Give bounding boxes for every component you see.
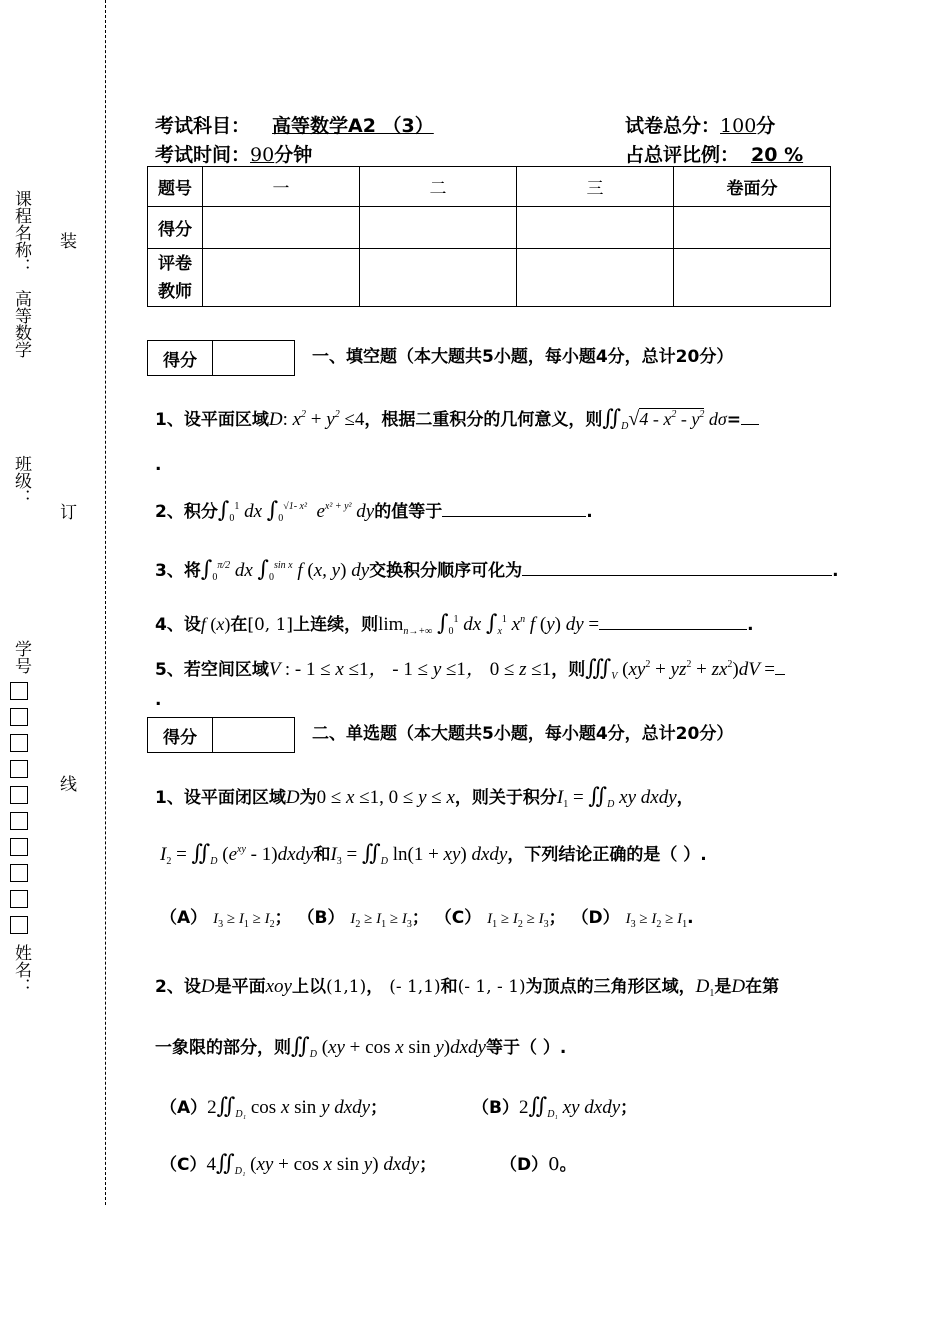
s2-q2-text3: 上以 [291, 977, 326, 997]
s1-q5: 5、若空间区域V : - 1 ≤ x ≤1， - 1 ≤ y ≤1， 0 ≤ z ≤1，则$∭_V$ $(xy^2 + yz^2 + zx^2)dV$ = [155, 654, 785, 682]
s2-q2-text4: 和 [440, 977, 458, 997]
grader-cell[interactable] [360, 249, 517, 307]
score-cell[interactable] [203, 207, 360, 249]
time-unit: 分钟 [274, 144, 313, 166]
s1-q3: 3、将$\int_0^{\pi/2}$ dx $\int_0^{sin x}$ f (x, y) dy交换积分顺序可化为 . [155, 557, 839, 583]
section2-score-box [147, 717, 295, 753]
ratio-line [625, 140, 803, 167]
header-cell: 题号 [148, 167, 203, 207]
header-cell: 卷面分 [674, 167, 831, 207]
total-label: 试卷总分： [625, 115, 721, 137]
s2-q2-option-d[interactable]: （D） [500, 1155, 549, 1175]
s1-q5-dot: . [155, 690, 162, 710]
score-cell[interactable] [360, 207, 517, 249]
student-id-digit-box[interactable] [10, 786, 28, 804]
s2-q2-text7: 在第 [745, 977, 780, 997]
binding-dashed-line [105, 0, 106, 1205]
header-cell: 一 [203, 167, 360, 207]
subject-label: 考试科目： [155, 115, 251, 137]
ratio-label: 占总评比例： [625, 144, 740, 166]
s1-q2: 2、积分$\int_0^1$ dx $\int_0^{√1- x^2}$ $e^{x^2 + y^2}$ dy的值等于 . [155, 498, 593, 524]
subject-line [155, 111, 462, 138]
s1-q4: 4、设f (x)在[0, 1]上连续，则$\lim_{n\to+\infty} \int_0^1$ dx $\int_x^1$ $x^n$ f (y) dy = . [155, 611, 754, 637]
header-cell: 二 [360, 167, 517, 207]
student-id-digit-box[interactable] [10, 838, 28, 856]
s2-q2-option-row1b: $(B)2∬_{D_1}$ xy dxdy； [472, 1094, 638, 1120]
s2-q1-text6: ，下列结论正确的是（ ）. [507, 845, 707, 865]
s1-q1-answer-blank[interactable] [741, 424, 759, 425]
class-label: 班级： [11, 455, 31, 506]
s1-q3-text: 3、将 [155, 561, 201, 581]
s2-q2-option-row1: $(A)2∬_{D_1}$ cos x sin y dxdy； [160, 1094, 388, 1120]
s2-q2-text6: 是 [714, 977, 732, 997]
student-id-boxes [10, 682, 28, 942]
total-value: 100 [720, 115, 757, 137]
s2-q1-text: 1、设平面闭区域 [155, 788, 286, 808]
row-label-score: 得分 [148, 207, 203, 249]
s2-q2-text9: 等于（ ）. [485, 1038, 567, 1058]
s1-q1: 1、设平面区域D: $x^2 + y^2 \le 4$，根据二重积分的几何意义，则$∬_D√4 - x^2 - y^2$ dσ= [155, 405, 759, 432]
s1-q5-text2: ，则 [551, 660, 586, 680]
row-label-grader [148, 249, 203, 307]
s2-q1-text4: ， [676, 788, 694, 808]
subject-value: 高等数学A2 （3） [272, 115, 434, 137]
s2-q2-option-row2b: （D）0。 [500, 1154, 577, 1175]
name-label: 姓名： [11, 944, 31, 995]
score-table [147, 166, 831, 307]
s1-q2-dot: . [586, 502, 593, 522]
s2-q1-option-d[interactable]: （D） [571, 908, 620, 928]
s1-q5-answer-blank[interactable] [775, 674, 785, 675]
header-cell: 三 [517, 167, 674, 207]
s2-q2-text: 2、设 [155, 977, 201, 997]
s1-q4-text3: 上连续，则 [293, 615, 379, 635]
student-id-label: 学号 [11, 640, 31, 674]
section2-score-label: 得分 [148, 718, 213, 752]
total-unit: 分 [756, 115, 776, 137]
section1-score-label: 得分 [148, 341, 213, 375]
s2-q1-option-b[interactable]: （B） [297, 908, 345, 928]
student-id-digit-box[interactable] [10, 734, 28, 752]
s2-q1-options: （A） $I_3 \ge I_1 \ge I_2$； （B） $I_2 \ge I_1 \ge I_3$； （C） $I_1 \ge I_2 \ge I_3$； （D） $I_3 \ge I_2 \ge I_1$. [160, 908, 694, 930]
s1-q1-dot: . [155, 455, 162, 475]
s2-q1-text3: ，则关于积分 [454, 788, 557, 808]
time-line [155, 140, 312, 167]
s1-q1-text: 1、设平面区域 [155, 410, 269, 430]
binding-char-xian: 线 [60, 775, 77, 795]
s1-q2-text2: 的值等于 [374, 502, 443, 522]
s2-q1-text5: 和 [313, 845, 331, 865]
s1-q4-dot: . [747, 615, 754, 635]
s2-q2-option-a[interactable]: （A） [160, 1098, 208, 1118]
s2-q2-text8: 一象限的部分，则 [155, 1038, 291, 1058]
student-id-digit-box[interactable] [10, 890, 28, 908]
s1-q3-answer-blank[interactable] [522, 575, 832, 576]
section1-score-input[interactable] [213, 341, 294, 375]
s1-q1-text2: ，根据二重积分的几何意义，则 [364, 410, 603, 430]
s2-q1-line2: $I_2$ = $∬_D$ ($e^{xy}$ - 1)dxdy和$I_3$ = $∬_D$ ln(1 + xy) dxdy，下列结论正确的是（ ）. [160, 841, 707, 867]
row-label-grader-text: 评卷教师 [158, 253, 192, 302]
grader-cell[interactable] [517, 249, 674, 307]
s1-q4-text2: 在 [230, 615, 248, 635]
binding-char-ding: 订 [60, 503, 77, 523]
section2-score-input[interactable] [213, 718, 294, 752]
total-line [625, 111, 775, 138]
s2-q2-text2: 是平面 [214, 977, 266, 997]
score-cell[interactable] [517, 207, 674, 249]
s1-q2-answer-blank[interactable] [442, 516, 586, 517]
section1-title: 一、填空题（本大题共5小题，每小题4分，总计20分） [312, 347, 734, 367]
score-cell[interactable] [674, 207, 831, 249]
student-id-digit-box[interactable] [10, 708, 28, 726]
ratio-value: 20 % [751, 144, 804, 166]
s2-q1-text2: 为 [299, 788, 317, 808]
course-label: 课程名称： [11, 190, 31, 275]
student-id-digit-box[interactable] [10, 682, 28, 700]
student-id-digit-box[interactable] [10, 812, 28, 830]
time-label: 考试时间： [155, 144, 251, 166]
time-value: 90 [250, 144, 275, 166]
grader-cell[interactable] [203, 249, 360, 307]
s1-q2-text: 2、积分 [155, 502, 218, 522]
s1-q3-text2: 交换积分顺序可化为 [369, 561, 523, 581]
section1-score-box [147, 340, 295, 376]
s2-q2-option-c[interactable]: （C） [160, 1155, 207, 1175]
student-id-digit-box[interactable] [10, 760, 28, 778]
s2-q2-option-row2: $(C)4∬_{D_1}$ (xy + cos x sin y) dxdy； [160, 1151, 437, 1177]
s1-q4-text: 4、设 [155, 615, 201, 635]
s2-q2-line2: 一象限的部分，则$∬_D$ (xy + cos x sin y)dxdy等于（ ）. [155, 1034, 567, 1060]
s2-q2-text5: 为顶点的三角形区域， [525, 977, 696, 997]
s1-q1-eq: = [726, 410, 741, 430]
s1-q5-text: 5、若空间区域 [155, 660, 269, 680]
s2-q1-line1: 1、设平面闭区域D为0 ≤ x ≤1, 0 ≤ y ≤ x，则关于积分$I_1$ = $∬_D$ xy dxdy， [155, 784, 694, 810]
section2-title: 二、单选题（本大题共5小题，每小题4分，总计20分） [312, 724, 734, 744]
s2-q2-option-b[interactable]: （B） [472, 1098, 519, 1118]
student-id-digit-box[interactable] [10, 916, 28, 934]
s1-q4-answer-blank[interactable] [599, 629, 747, 630]
course-value: 高等数学 [11, 290, 31, 358]
s2-q1-option-a[interactable]: （A） [160, 908, 208, 928]
s2-q2-line1: 2、设D是平面xoy上以(1,1)， (- 1,1)和(- 1, - 1)为顶点的三角形区域，$D_1$是D在第 [155, 976, 780, 999]
s1-q3-dot: . [832, 561, 839, 581]
student-id-digit-box[interactable] [10, 864, 28, 882]
binding-char-zhuang: 装 [60, 232, 77, 252]
s2-q1-option-c[interactable]: （C） [434, 908, 482, 928]
grader-cell[interactable] [674, 249, 831, 307]
